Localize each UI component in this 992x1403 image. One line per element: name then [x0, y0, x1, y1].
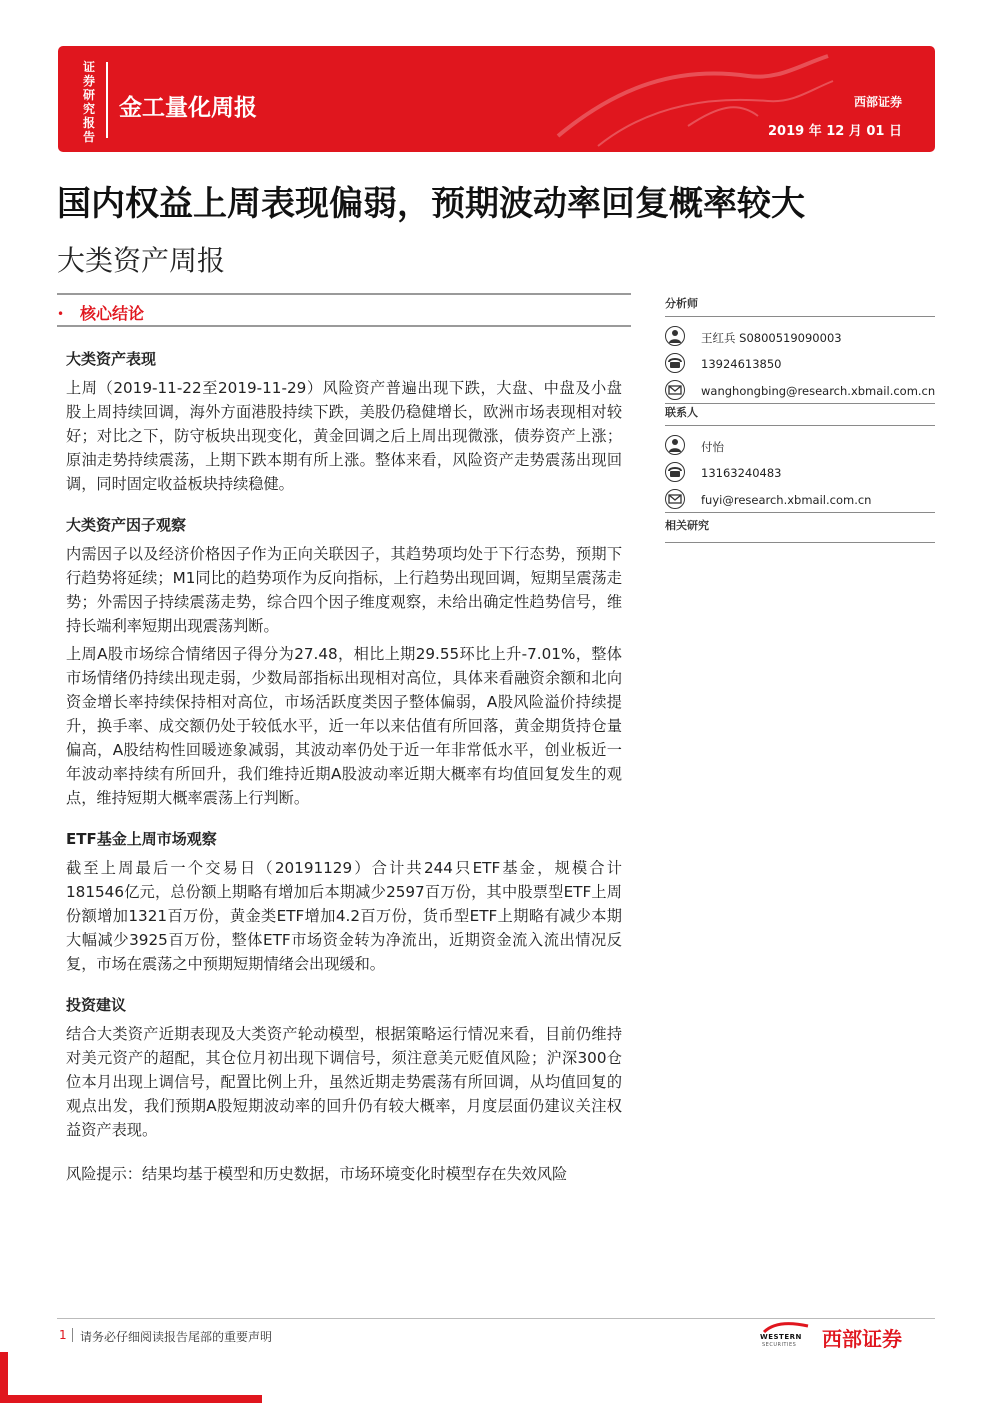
logo-cn-text: 西部证券 [822, 1327, 902, 1351]
risk-note: 风险提示：结果均基于模型和历史数据，市场环境变化时模型存在失效风险 [66, 1165, 568, 1183]
analyst-phone-row [665, 350, 935, 377]
header-banner [58, 46, 935, 152]
core-conclusion-label: 核心结论 [80, 304, 145, 323]
sidebar [665, 295, 935, 543]
header-divider [106, 62, 108, 138]
western-logo [760, 1319, 812, 1347]
page-number: 1 [59, 1328, 67, 1342]
section-title: 大类资产因子观察 [66, 516, 187, 534]
contact-name: 付怡 [701, 440, 724, 454]
contact-email[interactable]: fuyi@research.xbmail.com.cn [701, 493, 872, 507]
person-icon [665, 435, 685, 455]
phone-icon [665, 353, 685, 373]
core-conclusion-header [57, 293, 631, 327]
report-type-label: 证券研究报告 [82, 60, 95, 144]
section-paragraph: 截至上周最后一个交易日（20191129）合计共244只ETF基金，规模合计181546亿元，总份额上期略有增加后本期减少2597百万份，其中股票型ETF上周份额增加1321百万份，黄金类ETF增加4.2百万份，货币型ETF上期略有减少本期大幅减少3925百万份，整体ETF市场资金转为净流出，近期资金流入流出情况反复，市场在震荡之中预期短期情绪会出现缓和。 [66, 859, 622, 973]
report-date: 2019 年 12 月 01 日 [768, 124, 902, 139]
contact-name-row [665, 432, 935, 459]
section-paragraph: 上周A股市场综合情绪因子得分为27.48，相比上期29.55环比上升-7.01%，整体市场情绪仍持续出现走弱，少数局部指标出现相对高位，具体来看融资余额和北向资金增长率持续保持相对高位，市场活跃度类因子整体偏弱，A股风险溢价持续提升，换手率、成交额仍处于较低水平，近一年以来估值有所回落，黄金期货持仓量偏高，A股结构性回暖迹象减弱，其波动率仍处于近一年非常低水平，创业板近一年波动率持续有所回升，我们维持近期A股波动率近期大概率有均值回复发生的观点，维持短期大概率震荡上行判断。 [66, 645, 622, 807]
logo-en-subtext: SECURITIES [762, 1342, 797, 1348]
analyst-name: 王红兵 S0800519090003 [701, 331, 842, 345]
bullet-icon: • [57, 307, 65, 321]
main-content [66, 350, 622, 1186]
analyst-phone: 13924613850 [701, 357, 782, 371]
logo-swoosh-icon [760, 1320, 812, 1334]
section-paragraph: 内需因子以及经济价格因子作为正向关联因子，其趋势项均处于下行态势，预期下行趋势将延续；M1同比的趋势项作为反向指标，上行趋势出现回调，短期呈震荡走势；外需因子持续震荡走势，综合四个因子维度观察，未给出确定性趋势信号，维持长端利率短期出现震荡判断。 [66, 545, 622, 635]
report-series: 金工量化周报 [119, 95, 257, 121]
person-icon [665, 326, 685, 346]
report-title: 国内权益上周表现偏弱，预期波动率回复概率较大 [57, 184, 805, 224]
related-research-heading: 相关研究 [665, 513, 935, 543]
section-title: ETF基金上周市场观察 [66, 830, 217, 848]
logo-en-text: WESTERN [760, 1333, 802, 1341]
mail-icon [665, 489, 685, 509]
contact-phone-row [665, 459, 935, 486]
phone-icon [665, 462, 685, 482]
mail-icon [665, 380, 685, 400]
footer-separator [72, 1328, 73, 1342]
analyst-name-row [665, 323, 935, 350]
analyst-email-row [665, 377, 935, 404]
analyst-heading: 分析师 [665, 295, 935, 317]
section-title: 投资建议 [66, 996, 127, 1014]
section-title: 大类资产表现 [66, 350, 157, 368]
analyst-email[interactable]: wanghongbing@research.xbmail.com.cn [701, 384, 936, 398]
report-subtitle: 大类资产周报 [57, 244, 226, 277]
contact-heading: 联系人 [665, 404, 935, 426]
contact-phone: 13163240483 [701, 466, 782, 480]
contact-email-row [665, 486, 935, 513]
corner-accent-horizontal [0, 1395, 262, 1403]
section-paragraph: 结合大类资产近期表现及大类资产轮动模型，根据策略运行情况来看，目前仍维持对美元资产的超配，其仓位月初出现下调信号，须注意美元贬值风险；沪深300仓位本月出现上调信号，配置比例上升，虽然近期走势震荡有所回调，从均值回复的观点出发，我们预期A股短期波动率的回升仍有较大概率，月度层面仍建议关注权益资产表现。 [66, 1025, 622, 1139]
disclaimer-notice: 请务必仔细阅读报告尾部的重要声明 [80, 1330, 273, 1344]
section-paragraph: 上周（2019-11-22至2019-11-29）风险资产普遍出现下跌，大盘、中盘及小盘股上周持续回调，海外方面港股持续下跌，美股仍稳健增长，欧洲市场表现相对较好；对比之下，防守板块出现变化，黄金回调之后上周出现微涨，债券资产上涨；原油走势持续震荡，上期下跌本期有所上涨。整体来看，风险资产走势震荡出现回调，同时固定收益板块持续稳健。 [66, 379, 622, 493]
firm-name: 西部证券 [853, 95, 902, 109]
